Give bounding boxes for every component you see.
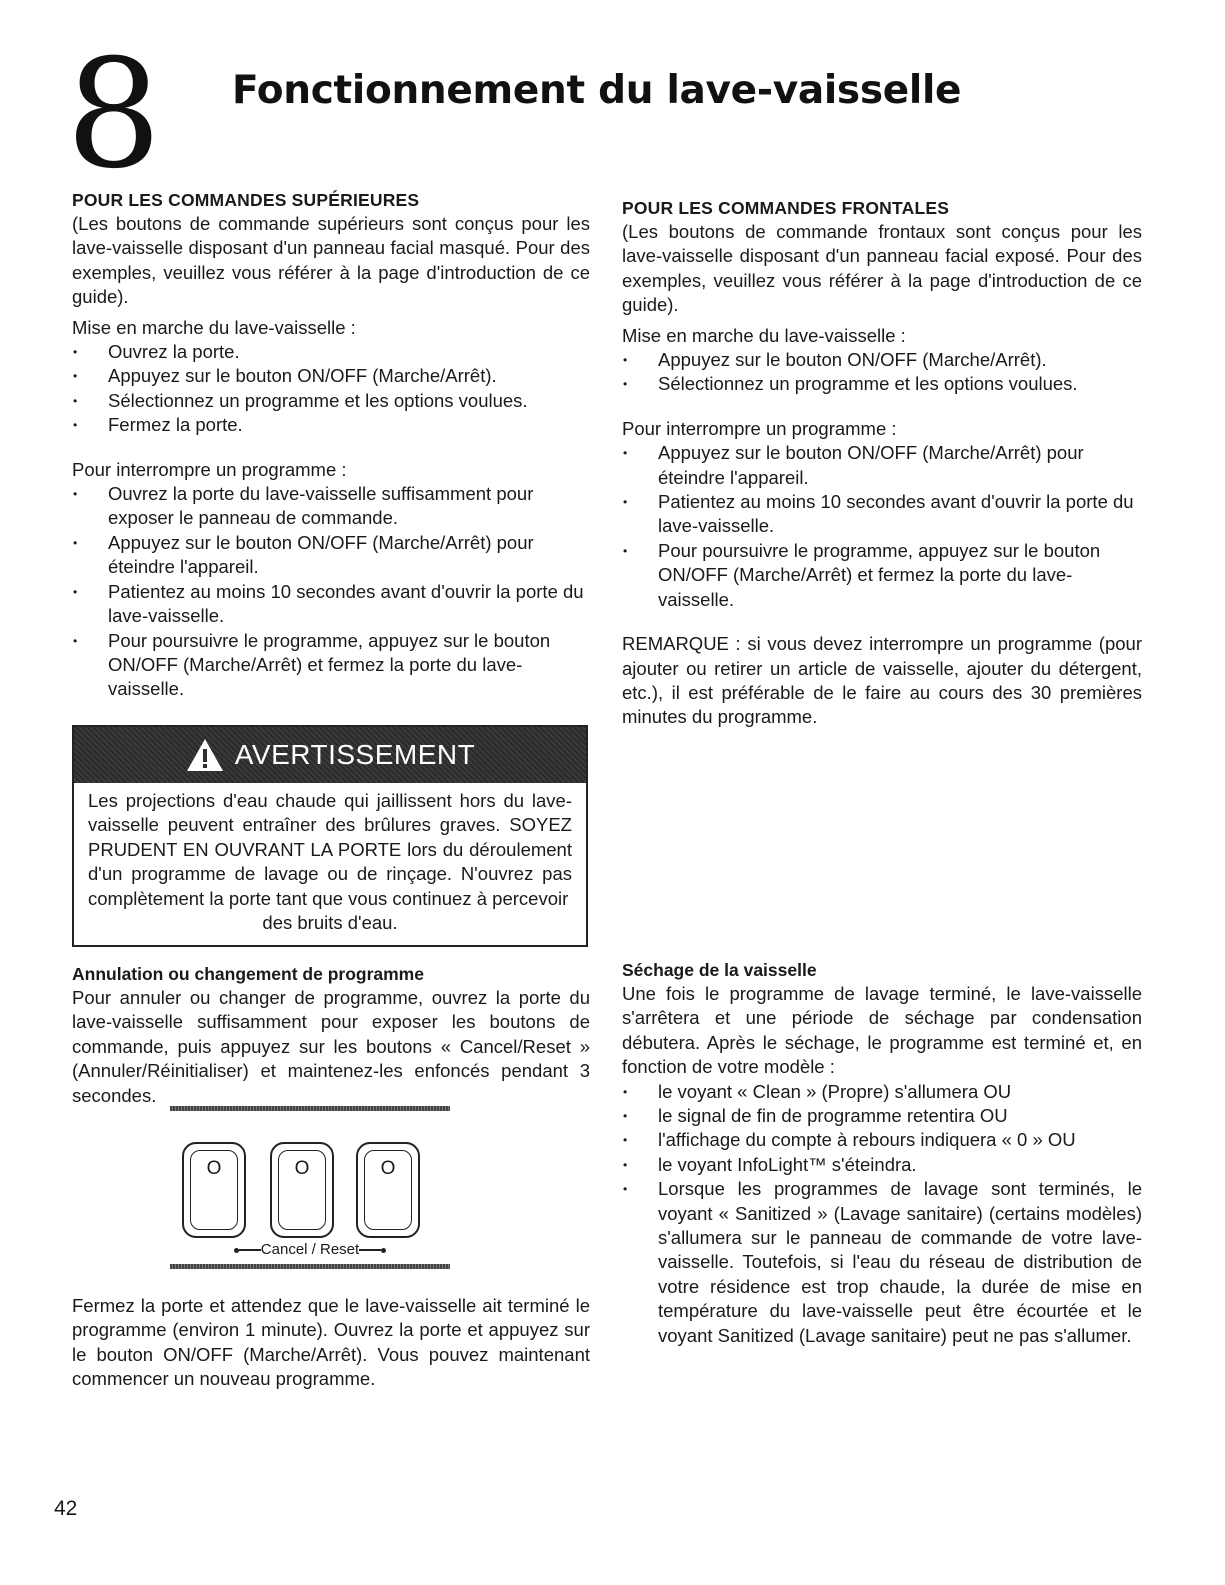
panel-top-edge bbox=[170, 1106, 450, 1111]
front-controls-section bbox=[622, 196, 1142, 730]
top-controls-intro: (Les boutons de commande supérieurs sont conçus pour les lave-vaisselle disposant d'un panneau facial masqué. Pour des exemples, veuillez vous référer à la page d'introduction de ce guide). bbox=[72, 213, 590, 308]
list-item: • Fermez la porte. bbox=[72, 413, 590, 437]
top-controls-section bbox=[72, 188, 590, 702]
list-item: • Patientez au moins 10 secondes avant d'ouvrir la porte du lave-vaisselle. bbox=[622, 490, 1142, 539]
button-circle-icon: O bbox=[380, 1158, 396, 1179]
warning-text: Les projections d'eau chaude qui jaillissent hors du lave-vaisselle peuvent entraîner des brûlures graves. SOYEZ PRUDENT EN OUVRANT LA PORTE lors du déroulement d'un programme de lavage ou de rinçage. N'ouvrez pas complètement la porte tant que vous continuez à percevoir bbox=[88, 790, 572, 909]
panel-bottom-edge bbox=[170, 1264, 450, 1269]
list-item: • Ouvrez la porte du lave-vaisselle suffisamment pour exposer le panneau de commande. bbox=[72, 482, 590, 531]
list-item: • le voyant « Clean » (Propre) s'allumera OU bbox=[622, 1080, 1142, 1104]
cancel-heading: Annulation ou changement de programme bbox=[72, 964, 424, 984]
front-controls-heading: POUR LES COMMANDES FRONTALES bbox=[622, 198, 950, 218]
cancel-after-text: Fermez la porte et attendez que le lave-vaisselle ait terminé le programme (environ 1 minute). Ouvrez la porte et appuyez sur le bouton ON/OFF (Marche/Arrêt). Vous pouvez maintenant commencer un nouveau programme. bbox=[72, 1295, 590, 1390]
cancel-text: Pour annuler ou changer de programme, ouvrez la porte du lave-vaisselle suffisamment pour exposer les boutons de commande, puis appuyez sur les boutons « Cancel/Reset » (Annuler/Réinitialiser) et maintenez-les enfoncés pendant 3 secondes. bbox=[72, 987, 590, 1106]
list-item: • le voyant InfoLight™ s'éteindra. bbox=[622, 1153, 1142, 1177]
control-button-1 bbox=[182, 1142, 246, 1238]
chapter-number: 8 bbox=[66, 28, 162, 202]
warning-title: AVERTISSEMENT bbox=[234, 739, 476, 770]
list-item: • Pour poursuivre le programme, appuyez sur le bouton ON/OFF (Marche/Arrêt) et fermez la porte du lave-vaisselle. bbox=[622, 539, 1142, 612]
top-start-label: Mise en marche du lave-vaisselle : bbox=[72, 316, 356, 338]
front-start-list bbox=[622, 348, 1142, 397]
button-circle-icon: O bbox=[294, 1158, 310, 1179]
control-button-3 bbox=[356, 1142, 420, 1238]
button-circle-icon: O bbox=[206, 1158, 222, 1179]
list-item: • Ouvrez la porte. bbox=[72, 340, 590, 364]
list-item: • l'affichage du compte à rebours indiquera « 0 » OU bbox=[622, 1128, 1142, 1152]
front-interrupt-label: Pour interrompre un programme : bbox=[622, 417, 897, 439]
page-title: Fonctionnement du lave-vaisselle bbox=[232, 68, 962, 113]
cancel-after-section bbox=[72, 1294, 590, 1392]
top-controls-heading: POUR LES COMMANDES SUPÉRIEURES bbox=[72, 190, 420, 210]
list-item: • Appuyez sur le bouton ON/OFF (Marche/Arrêt) pour éteindre l'appareil. bbox=[622, 441, 1142, 490]
list-item: • Appuyez sur le bouton ON/OFF (Marche/Arrêt). bbox=[72, 364, 590, 388]
drying-heading: Séchage de la vaisselle bbox=[622, 960, 817, 980]
list-item: • Sélectionnez un programme et les options voulues. bbox=[72, 389, 590, 413]
cancel-reset-illustration bbox=[170, 1106, 450, 1272]
list-item: • Lorsque les programmes de lavage sont terminés, le voyant « Sanitized » (Lavage sanitaire) (certains modèles) s'allumera sur le panneau de commande de votre lave-vaisselle. Toutefois, si l'eau du réseau de distribution de votre résidence est trop chaude, la durée de mise en température du lave-vaisselle peut être écourtée et le voyant Sanitized (Lavage sanitaire) peut ne pas s'allumer. bbox=[622, 1177, 1142, 1348]
cancel-reset-label: Cancel / Reset bbox=[170, 1240, 450, 1260]
front-interrupt-list bbox=[622, 441, 1142, 612]
list-item: • Appuyez sur le bouton ON/OFF (Marche/Arrêt) pour éteindre l'appareil. bbox=[72, 531, 590, 580]
top-interrupt-label: Pour interrompre un programme : bbox=[72, 458, 347, 480]
top-start-list bbox=[72, 340, 590, 438]
list-item: • le signal de fin de programme retentira OU bbox=[622, 1104, 1142, 1128]
list-item: • Pour poursuivre le programme, appuyez sur le bouton ON/OFF (Marche/Arrêt) et fermez la porte du lave-vaisselle. bbox=[72, 629, 590, 702]
list-item: • Appuyez sur le bouton ON/OFF (Marche/Arrêt). bbox=[622, 348, 1142, 372]
page-number: 42 bbox=[54, 1497, 78, 1520]
warning-box bbox=[72, 725, 588, 947]
front-controls-intro: (Les boutons de commande frontaux sont conçus pour les lave-vaisselle disposant d'un panneau facial exposé. Pour des exemples, veuillez vous référer à la page d'introduction de ce guide). bbox=[622, 221, 1142, 316]
top-interrupt-list bbox=[72, 482, 590, 702]
list-item: • Patientez au moins 10 secondes avant d'ouvrir la porte du lave-vaisselle. bbox=[72, 580, 590, 629]
front-controls-note: REMARQUE : si vous devez interrompre un programme (pour ajouter ou retirer un article de vaisselle, ajouter du détergent, etc.), il est préférable de le faire au cours des 30 premières minutes du programme. bbox=[622, 633, 1142, 728]
warning-body bbox=[74, 783, 586, 935]
drying-text: Une fois le programme de lavage terminé, le lave-vaisselle s'arrêtera et une période de séchage par condensation débutera. Après le séchage, le programme est terminé et, en fonction de votre modèle : bbox=[622, 983, 1142, 1078]
warning-header bbox=[74, 727, 586, 783]
cancel-section bbox=[72, 962, 590, 1108]
front-start-label: Mise en marche du lave-vaisselle : bbox=[622, 324, 906, 346]
warning-text-last: des bruits d'eau. bbox=[262, 912, 398, 934]
drying-section bbox=[622, 958, 1142, 1348]
drying-list bbox=[622, 1080, 1142, 1348]
list-item: • Sélectionnez un programme et les options voulues. bbox=[622, 372, 1142, 396]
warning-triangle-icon bbox=[185, 737, 225, 773]
control-button-2 bbox=[270, 1142, 334, 1238]
